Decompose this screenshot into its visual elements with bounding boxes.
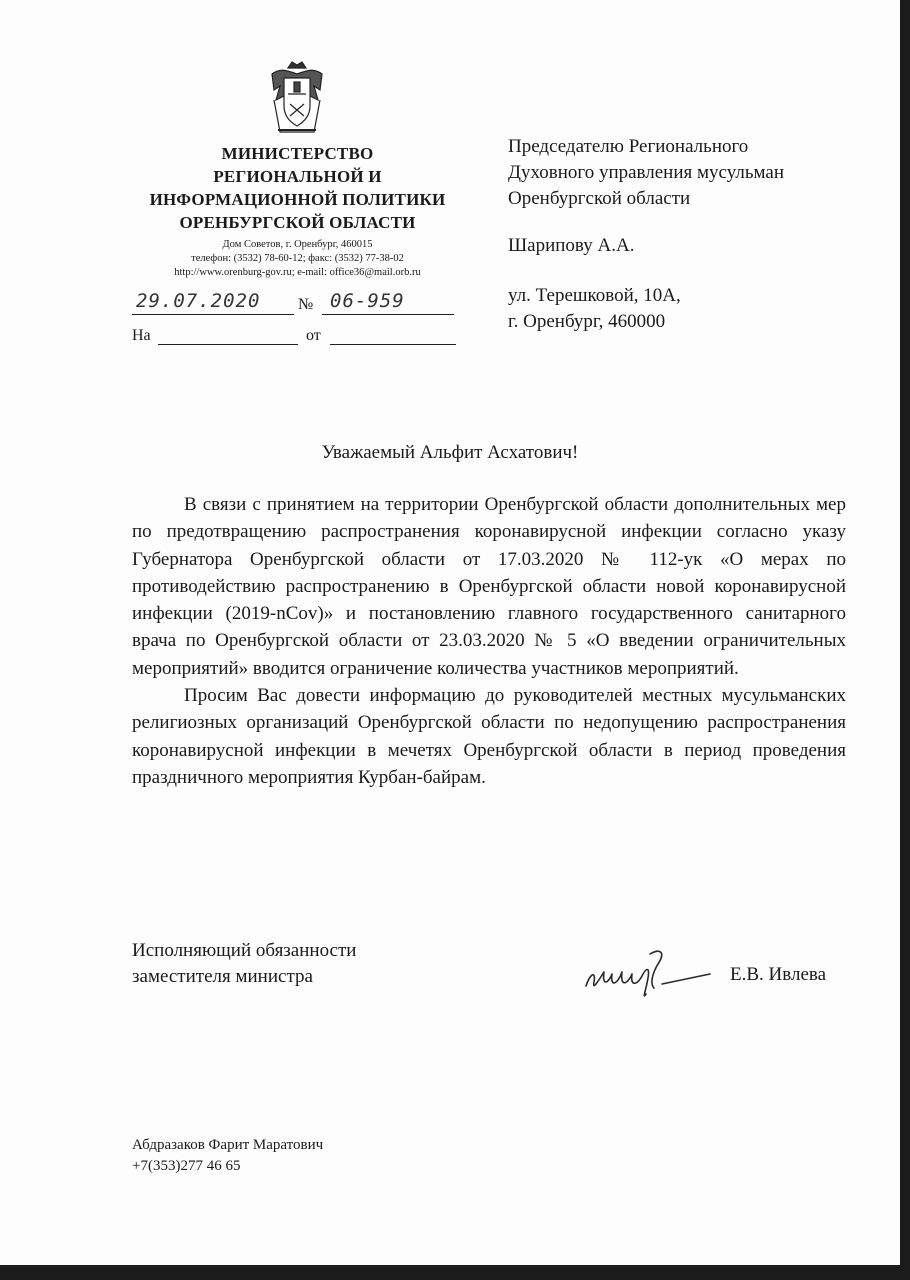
ministry-contacts	[130, 238, 465, 280]
executor-name: Абдразаков Фарит Маратович	[132, 1137, 324, 1153]
reference-label: На	[132, 327, 151, 344]
ministry-address: Дом Советов, г. Оренбург, 460015	[222, 239, 373, 250]
registration-number: 06-959	[330, 290, 405, 312]
executor-phone: +7(353)277 46 65	[132, 1158, 241, 1174]
body-paragraph: Просим Вас довести информацию до руководителей местных мусульманских религиозных организаций Оренбургской области по недопущению распространения коронавирусной инфекции в мечетях Оренбургской области в период проведения праздничного мероприятия Курбан-байрам.	[132, 685, 846, 788]
recipient-address	[508, 283, 681, 335]
greeting: Уважаемый Альфит Асхатович!	[321, 442, 579, 463]
recipient-line: Духовного управления мусульман	[508, 162, 785, 183]
executor-info	[132, 1135, 323, 1177]
from-label: от	[306, 327, 321, 344]
body-paragraph: В связи с принятием на территории Оренбургской области дополнительных мер по предотвращению распространения коронавирусной инфекции согласно указу Губернатора Оренбургской области от 17.03.2020 № 112-ук «О мерах по противодействию распространению в Оренбургской области новой коронавирусной инфекции (2019-nCov)» и постановлению главного государственного санитарного врача по Оренбургской области от 23.03.2020 № 5 «О введении ограничительных мероприятий» вводится ограничение количества участников мероприятий.	[132, 494, 846, 679]
ministry-name	[130, 142, 465, 234]
recipient-title	[508, 134, 784, 212]
signatory-name: Е.В. Ивлева	[730, 964, 827, 985]
recipient-address-line: ул. Терешковой, 10А,	[508, 285, 681, 306]
registration-date: 29.07.2020	[136, 290, 261, 312]
ministry-line: МИНИСТЕРСТВО	[221, 144, 374, 163]
registration-number-label: №	[298, 296, 314, 313]
recipient-address-line: г. Оренбург, 460000	[508, 311, 666, 332]
handwritten-signature	[580, 944, 720, 1004]
ministry-line: ИНФОРМАЦИОННОЙ ПОЛИТИКИ	[149, 190, 446, 209]
ministry-phone: телефон: (3532) 78-60-12; факс: (3532) 77-38-02	[191, 253, 404, 264]
recipient-line: Оренбургской области	[508, 188, 691, 209]
signatory-position-line: Исполняющий обязанности	[132, 940, 357, 961]
coat-of-arms-icon	[266, 60, 328, 138]
recipient-name: Шарипову А.А.	[508, 235, 635, 256]
ministry-web: http://www.orenburg-gov.ru; e-mail: office36@mail.orb.ru	[174, 267, 421, 278]
ministry-line: РЕГИОНАЛЬНОЙ И	[213, 167, 382, 186]
signatory-position-line: заместителя министра	[132, 966, 313, 987]
signatory-position	[132, 938, 356, 990]
recipient-line: Председателю Регионального	[508, 136, 749, 157]
letter-body	[132, 491, 846, 791]
ministry-line: ОРЕНБУРГСКОЙ ОБЛАСТИ	[179, 213, 416, 232]
